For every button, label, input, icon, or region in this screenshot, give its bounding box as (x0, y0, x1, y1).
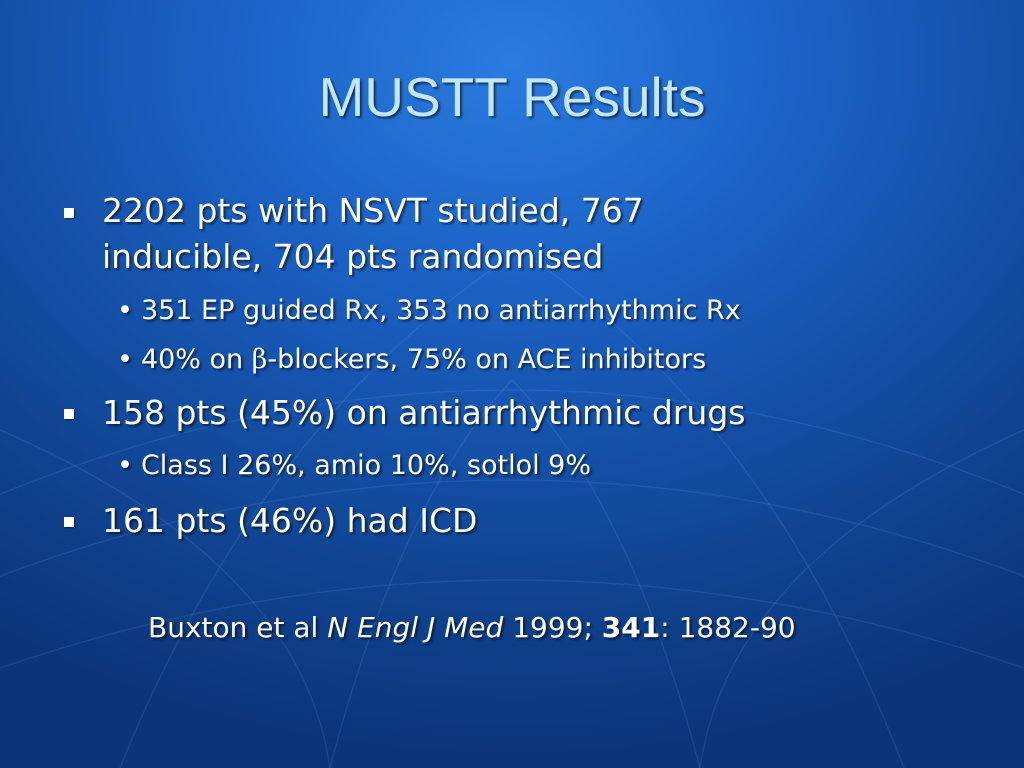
slide-title: MUSTT Results (318, 66, 706, 128)
square-bullet-icon (64, 517, 74, 527)
sub-bullet-1-1 (117, 294, 741, 328)
dot-bullet-icon: • (117, 450, 133, 481)
citation-authors: Buxton et al (148, 611, 328, 644)
sub-bullet-2-1 (117, 449, 591, 483)
citation (148, 610, 796, 646)
citation-year: 1999; (503, 611, 602, 644)
citation-journal: N Engl J Med (327, 611, 504, 644)
sub-bullet-text: Class I 26%, amio 10%, sotlol 9% (140, 450, 592, 481)
sub-bullet-1-2 (117, 343, 706, 377)
bullet-3-line-1: 161 pts (46%) had ICD (102, 501, 478, 540)
sub-bullet-text-after: -blockers, 75% on ACE inhibitors (267, 344, 707, 375)
citation-pages: : 1882-90 (660, 611, 796, 644)
bullet-1-line-2: inducible, 704 pts randomised (102, 237, 604, 276)
beta-symbol: β (251, 344, 268, 375)
bullet-2-line-1: 158 pts (45%) on antiarrhythmic drugs (102, 393, 746, 432)
dot-bullet-icon: • (117, 295, 133, 326)
sub-bullet-text-before: 40% on (140, 344, 252, 375)
square-bullet-icon (64, 208, 74, 218)
dot-bullet-icon: • (117, 344, 133, 375)
bullet-1-line-1: 2202 pts with NSVT studied, 767 (102, 191, 644, 230)
sub-bullet-text: 351 EP guided Rx, 353 no antiarrhythmic Rx (140, 295, 741, 326)
citation-volume: 341 (601, 611, 661, 644)
square-bullet-icon (64, 409, 74, 419)
